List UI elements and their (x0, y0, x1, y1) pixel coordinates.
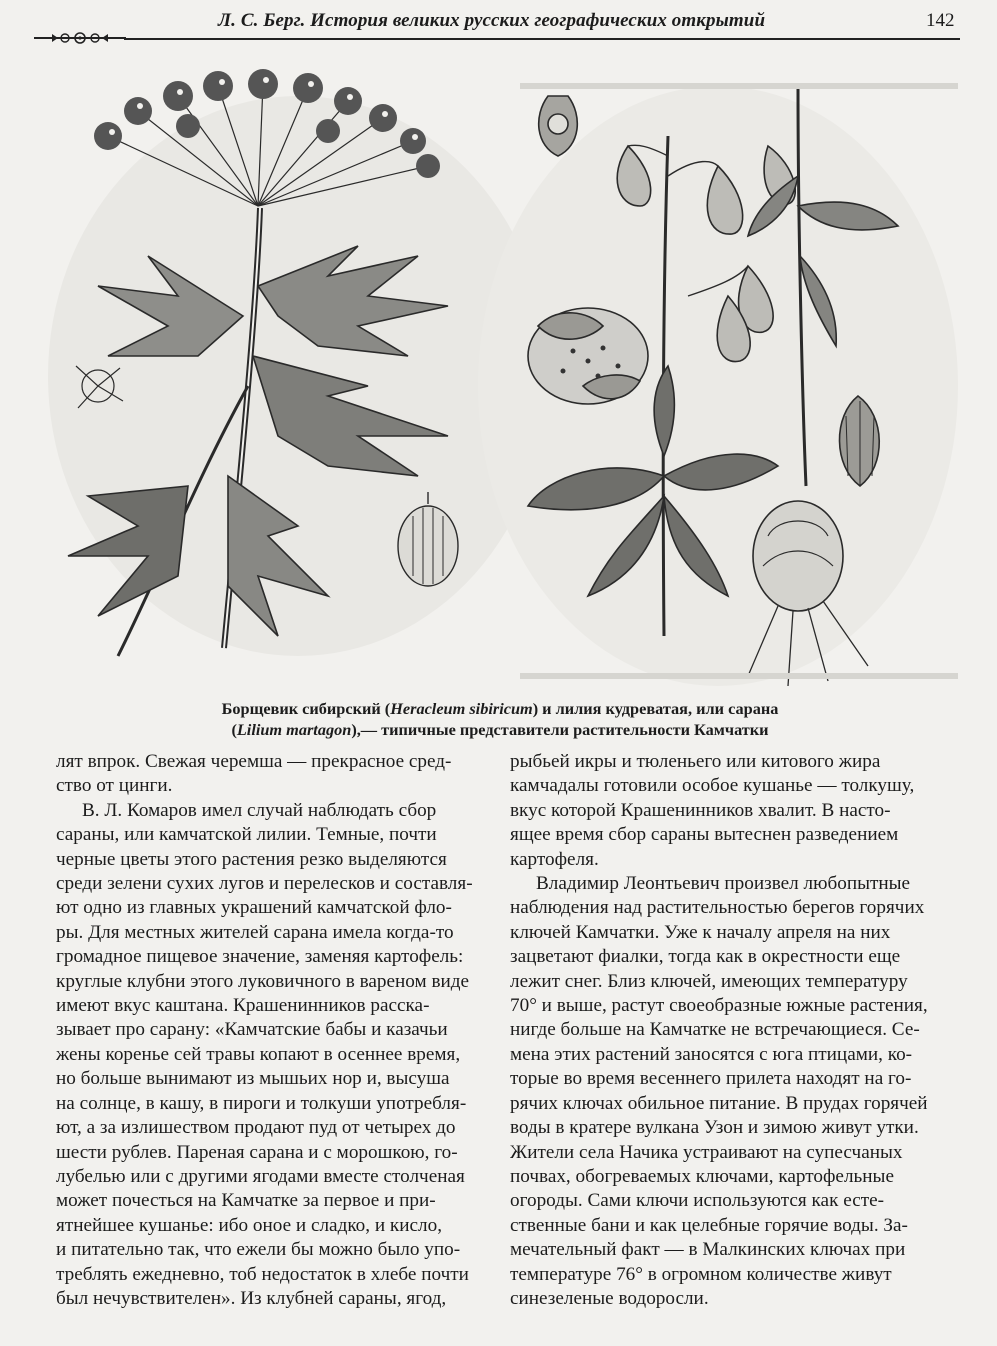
text-line: ство от цинги. (56, 775, 173, 797)
text-line: и питательно так, что ежели бы можно было упо- (56, 1239, 461, 1261)
text-line: торые во время весеннего прилета находят на го- (510, 1068, 912, 1090)
text-line: жены коренье сей травы копают в осеннее время, (56, 1043, 461, 1065)
text-line: треблять ежедневно, тоб недостаток в хлебе почти (56, 1263, 469, 1285)
text-line: круглые клубни этого луковичного в вареном виде (56, 970, 470, 992)
running-title: Л. С. Берг. История великих русских географических открытий (218, 10, 766, 31)
text-line: ящее время сбор сараны вытеснен разведением (510, 824, 899, 846)
text-line: лежит снег. Близ ключей, имеющих температуру (510, 970, 908, 992)
page-number: 142 (926, 10, 955, 31)
flower-detail-icon (539, 96, 578, 156)
caption-latin-name: Lilium martagon (236, 720, 352, 739)
text-line: ключей Камчатки. Уже к началу апреля на них (510, 921, 891, 943)
caption-latin-name: Heracleum sibiricum (390, 699, 533, 718)
text-line: имеют вкус каштана. Крашенинников расска- (56, 995, 430, 1017)
figure-caption (150, 698, 850, 740)
caption-text: ( (231, 720, 237, 739)
text-line: воды в кратере вулкана Узон и зимою живут утки. (510, 1117, 919, 1139)
header-rule (124, 38, 960, 40)
text-line: но больше вынимают из мышьих нор и, высуша (56, 1068, 450, 1090)
text-line: ятнейшее кушанье: ибо оное и сладко, и кисло, (56, 1214, 442, 1236)
text-line: ственные бани и как целебные горячие воды. За- (510, 1214, 908, 1236)
text-line: синезеленые водоросли. (510, 1287, 709, 1309)
text-line: почвах, обогреваемых ключами, картофельные (510, 1165, 894, 1187)
text-line: может почесться на Камчатке за первое и при- (56, 1190, 436, 1212)
paragraph-first-line: В. Л. Комаров имел случай наблюдать сбор (82, 799, 437, 821)
text-line: на солнце, в кашу, в пироги и толкуши употребля- (56, 1092, 467, 1114)
text-line: нигде больше на Камчатке не встречающиеся. Се- (510, 1019, 920, 1041)
text-line: рячих ключах обильное питание. В прудах горячей (510, 1092, 928, 1114)
text-line: вкус которой Крашенинников хвалит. В насто- (510, 799, 891, 821)
text-line: был нечувствителен». Из клубней сараны, ягод, (56, 1287, 447, 1309)
text-line: среди зелени сухих лугов и перелесков и составля- (56, 873, 473, 895)
text-line: сараны, или камчатской лилии. Темные, почти (56, 824, 437, 846)
caption-text: ) и лилия кудреватая, или сарана (532, 699, 779, 718)
text-line: лубелью или с другими ягодами вместе столченая (56, 1165, 465, 1187)
left-text-column (56, 750, 486, 1311)
text-line: зацветают фиалки, тогда как в окрестности еще (510, 946, 901, 968)
text-line: шести рублев. Пареная сарана и с морошкою, го- (56, 1141, 458, 1163)
text-line: картофеля. (510, 848, 599, 870)
right-text-column (510, 750, 962, 1311)
text-line: лят впрок. Свежая черемша — прекрасное сред- (56, 751, 452, 772)
text-line: мечательный факт — в Малкинских ключах при (510, 1239, 906, 1261)
text-line: зывает про сарану: «Камчатские бабы и казачьи (56, 1019, 448, 1041)
text-line: черные цветы этого растения резко выделяются (56, 848, 447, 870)
caption-text: Борщевик сибирский ( (221, 699, 391, 718)
text-line: огороды. Сами ключи используются как есте- (510, 1190, 884, 1212)
paragraph-first-line: Владимир Леонтьевич произвел любопытные (536, 873, 911, 895)
text-line: ры. Для местных жителей сарана имела когда-то (56, 921, 454, 943)
text-line: Жители села Начика устраивают на супесчаных (510, 1141, 903, 1163)
text-line: камчадалы готовили особое кушанье — толкушу, (510, 775, 915, 797)
text-line: 70° и выше, растут своеобразные южные растения, (510, 995, 928, 1017)
caption-text: ),— типичные представители растительности Камчатки (351, 720, 769, 739)
lily-flower-icon (528, 308, 648, 404)
text-line: ют одно из главных украшений камчатской фло- (56, 897, 452, 919)
text-line: ют, а за излишеством продают пуд от четырех до (56, 1117, 456, 1139)
text-line: рыбьей икры и тюленьего или китового жира (510, 751, 881, 772)
text-line: громадное пищевое значение, заменяя картофель: (56, 946, 464, 968)
text-line: наблюдения над растительностью берегов горячих (510, 897, 925, 919)
ornament-icon (34, 24, 126, 48)
botanical-illustration (28, 56, 964, 696)
text-line: температуре 76° в огромном количестве живут (510, 1263, 892, 1285)
text-line: мена этих растений заносятся с юга птицами, ко- (510, 1043, 913, 1065)
